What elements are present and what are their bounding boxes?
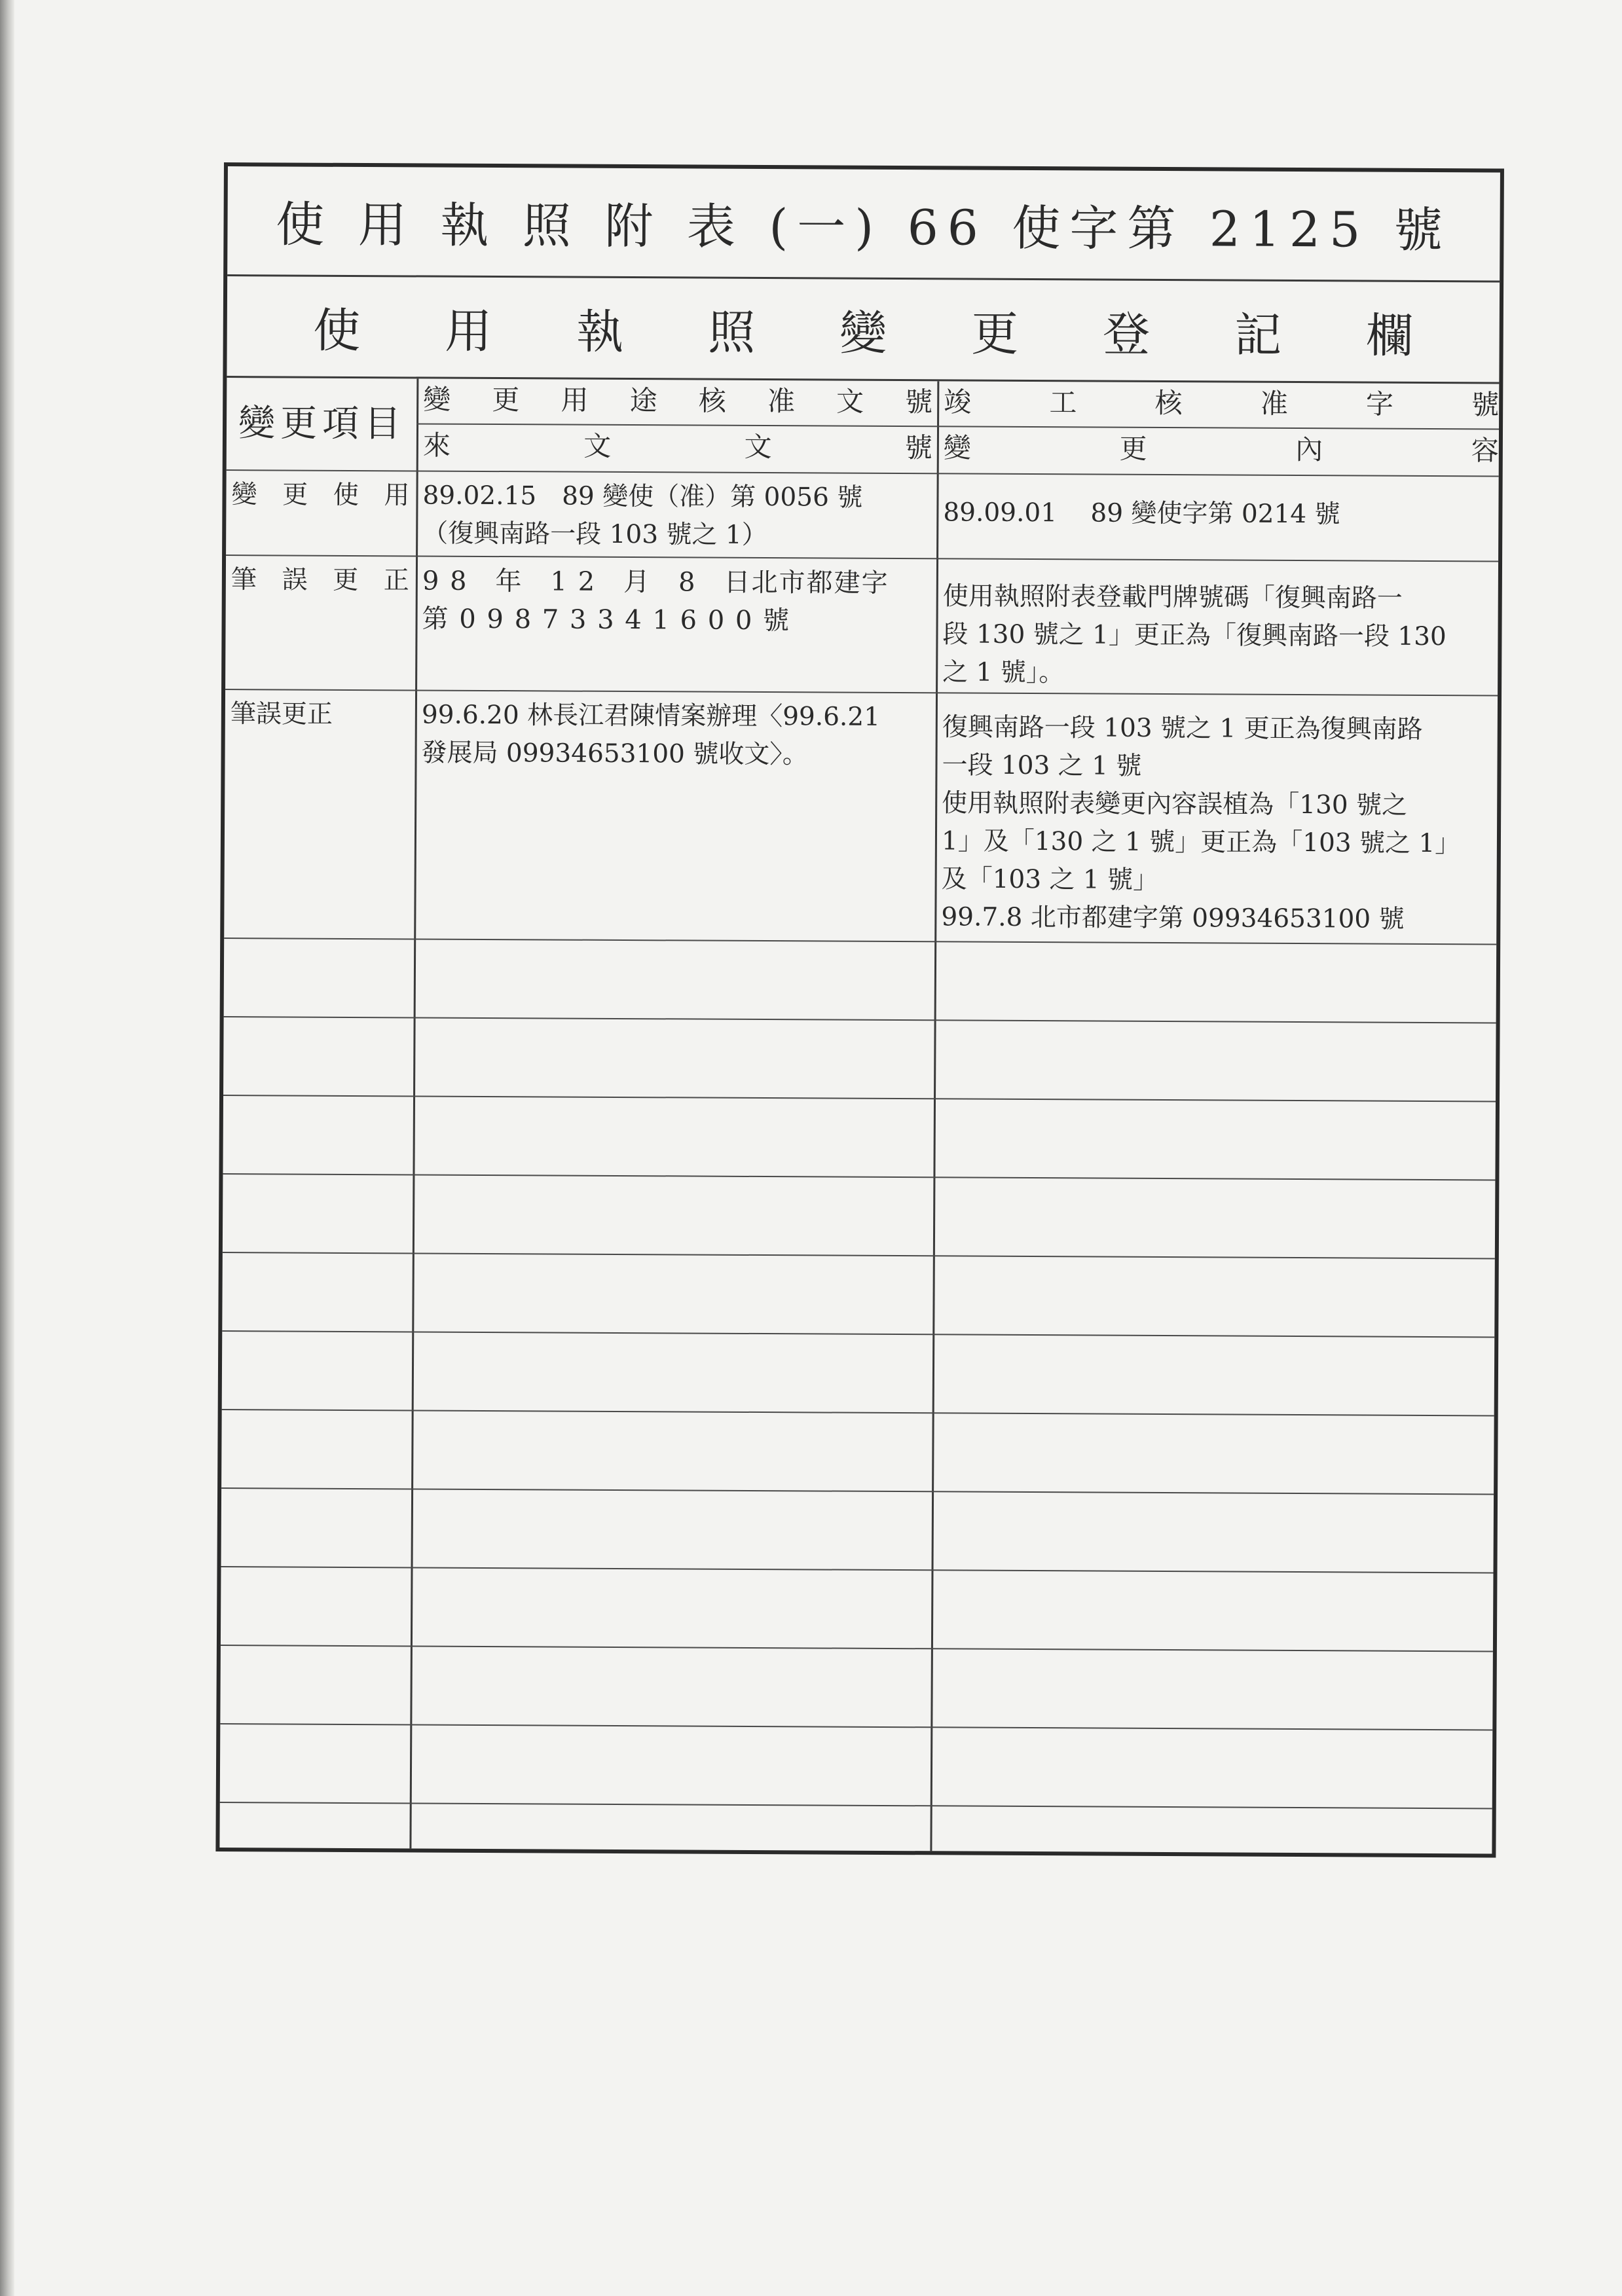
row-content: 復興南路一段 103 號之 1 更正為復興南路 一段 103 之 1 號 使用執照附表變更內容誤植為「130 號之 1」及「130 之 1 號」更正為「103 號之 1」 及「103 之 1 號」 99.7.8 北市都建字第 09934653100 號 <box>941 712 1461 934</box>
header-char: 文 <box>836 385 864 418</box>
header-char: 號 <box>904 431 933 464</box>
header-char: 來 <box>422 429 451 462</box>
row-item-char: 更 <box>333 565 359 596</box>
section-title-char: 記 <box>1234 307 1282 363</box>
section-title-char: 使 <box>313 302 361 359</box>
section-title-char: 執 <box>576 304 624 359</box>
header-char: 途 <box>629 384 657 417</box>
header-item-label: 變更項目 <box>238 402 407 446</box>
header-char: 工 <box>1049 386 1077 419</box>
row-item <box>231 561 409 601</box>
scan-edge <box>0 0 14 2296</box>
row-document-no: 99.6.20 林長江君陳情案辦理〈99.6.21 發展局 09934653100 號收文〉。 <box>421 700 881 770</box>
section-title-char: 照 <box>707 304 756 360</box>
row-content: 使用執照附表登載門牌號碼「復興南路一 段 130 號之 1」更正為「復興南路一段 130 之 1 號」。 <box>942 581 1447 688</box>
row-item-char: 正 <box>383 566 409 596</box>
header-char: 更 <box>1119 432 1147 465</box>
header-char: 核 <box>698 384 726 417</box>
header-char: 准 <box>1260 387 1288 420</box>
row-item-char: 變 <box>231 480 257 510</box>
section-title-char: 更 <box>970 306 1019 361</box>
header-char: 用 <box>561 384 589 416</box>
header-char: 容 <box>1471 434 1499 467</box>
row-content: 89.09.01 89 變使字第 0214 號 <box>943 498 1340 530</box>
section-title-char: 欄 <box>1365 308 1414 363</box>
header-char: 內 <box>1295 433 1323 466</box>
header-char: 更 <box>492 384 520 416</box>
header-char: 號 <box>905 386 933 418</box>
header-change-content <box>944 427 1499 473</box>
header-char: 核 <box>1154 386 1183 420</box>
header-completion-no <box>944 381 1499 427</box>
row-document-no: 89.02.15 89 變使（准）第 0056 號 （復興南路一段 103 號之 1） <box>422 481 863 551</box>
header-char: 文 <box>744 430 772 464</box>
header-incoming-doc-no <box>423 424 932 470</box>
row-item-char: 誤 <box>282 565 308 595</box>
header-char: 變 <box>423 383 451 416</box>
row-item-char: 筆 <box>230 565 257 595</box>
section-title-char: 登 <box>1102 306 1151 362</box>
row-item-char: 使 <box>333 480 359 511</box>
row-item-char: 用 <box>384 481 410 511</box>
page-title: 使 用 執 照 附 表 (一) 66 使字第 2125 號 <box>276 196 1452 259</box>
row-document-no: 9 8 年 1 2 月 8 日北市都建字 第 0 9 8 7 3 3 4 1 6 0 0 號 <box>422 566 889 636</box>
header-char: 字 <box>1365 388 1394 420</box>
permit-form-table <box>215 162 1504 1858</box>
header-char: 竣 <box>944 386 972 418</box>
row-item-char: 更 <box>282 480 308 510</box>
subtitle-row <box>227 276 1500 384</box>
header-char: 文 <box>583 429 612 462</box>
register-grid <box>219 378 1499 1853</box>
row-item <box>231 476 409 516</box>
title-row <box>227 166 1500 282</box>
header-char: 准 <box>767 385 796 418</box>
section-title-char: 變 <box>839 305 887 361</box>
header-char: 號 <box>1471 388 1500 421</box>
scanned-page <box>14 0 1622 2296</box>
section-title <box>313 293 1413 366</box>
section-title-char: 用 <box>445 303 492 359</box>
column-divider <box>409 378 418 1848</box>
header-char: 變 <box>943 431 972 464</box>
row-item: 筆誤更正 <box>230 699 333 729</box>
header-approval-doc-no <box>423 378 932 424</box>
